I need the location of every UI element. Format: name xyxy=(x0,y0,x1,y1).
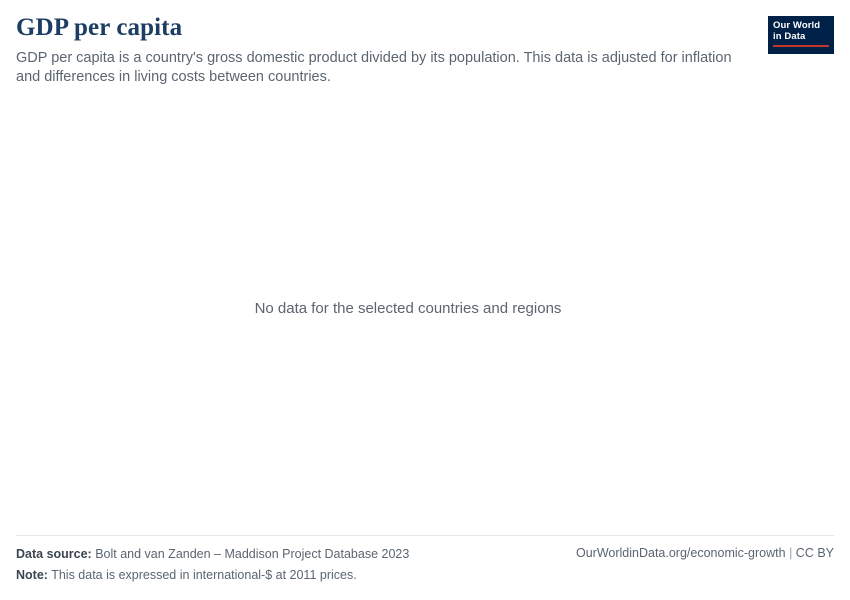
note-label: Note: xyxy=(16,567,48,582)
footer-separator: | xyxy=(789,546,793,560)
note-value: This data is expressed in international-$ at 2011 prices. xyxy=(51,567,357,582)
owid-logo[interactable] xyxy=(768,16,834,54)
chart-footer xyxy=(16,535,834,590)
footer-sources xyxy=(16,544,409,585)
site-link[interactable]: OurWorldinData.org/economic-growth xyxy=(576,546,786,560)
data-source-value: Bolt and van Zanden – Maddison Project Database 2023 xyxy=(95,547,410,561)
logo-line-2: in Data xyxy=(773,31,806,42)
chart-plot-area xyxy=(16,87,834,535)
page-title: GDP per capita xyxy=(16,14,183,41)
license-link[interactable]: CC BY xyxy=(795,546,834,560)
logo-line-1: Our World xyxy=(773,20,821,32)
note-line xyxy=(16,565,409,586)
data-source-line xyxy=(16,544,409,565)
footer-attribution xyxy=(576,546,834,560)
empty-state-message: No data for the selected countries and regions xyxy=(254,299,562,317)
chart-subtitle: GDP per capita is a country's gross domestic product divided by its population. This data is adjusted for inflation and differences in living costs between countries. xyxy=(16,49,732,85)
data-source-label: Data source: xyxy=(16,547,92,561)
logo-accent-rule xyxy=(773,45,829,47)
chart-header xyxy=(16,14,834,87)
